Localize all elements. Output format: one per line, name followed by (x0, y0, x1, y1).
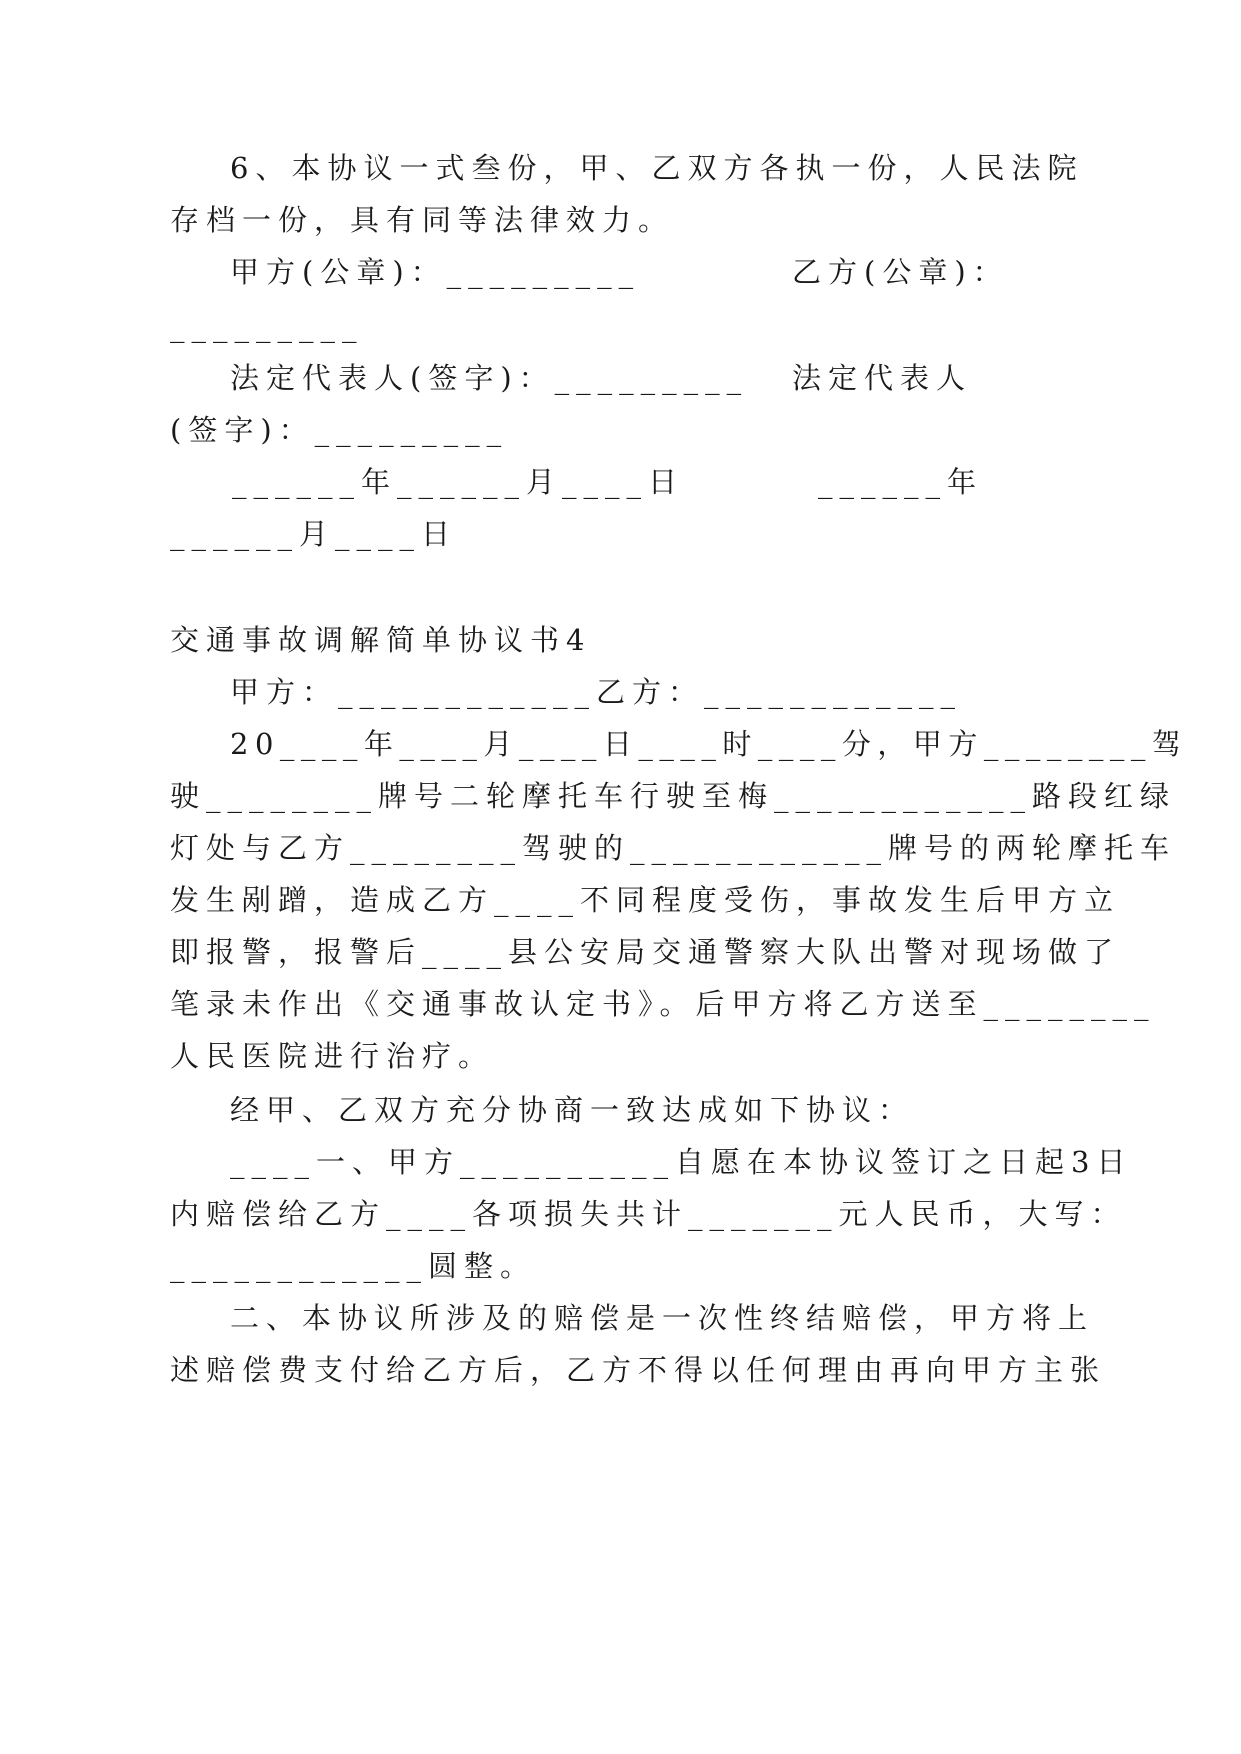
party-b-date-part-2: ______月____日 (170, 517, 458, 551)
party-b-seal: 乙方(公章)： (792, 255, 1009, 289)
item-2-line-2: 述赔偿费支付给乙方后，乙方不得以任何理由再向甲方主张 (170, 1353, 1107, 1387)
item-2-line-1: 二、本协议所涉及的赔偿是一次性终结赔偿，甲方将上 (230, 1301, 1095, 1335)
item-1-line-1: ____一、甲方__________自愿在本协议签订之日起3日 (230, 1145, 1133, 1179)
party-b-representative-part-1: 法定代表人 (792, 361, 973, 395)
agreement-intro: 经甲、乙双方充分协商一致达成如下协议： (230, 1093, 915, 1127)
item-1-line-3: ____________圆整。 (170, 1249, 537, 1283)
facts-line-5: 即报警，报警后____县公安局交通警察大队出警对现场做了 (170, 935, 1121, 969)
facts-line-1: 20____年____月____日____时____分，甲方________驾 (230, 727, 1188, 761)
party-a-date: ______年______月____日 (232, 465, 685, 499)
party-b-representative-part-2: (签字)：_________ (170, 413, 509, 447)
clause-6-line-2: 存档一份，具有同等法律效力。 (170, 203, 675, 237)
section-title: 交通事故调解简单协议书4 (170, 623, 592, 657)
facts-line-4: 发生剐蹭，造成乙方____不同程度受伤，事故发生后甲方立 (170, 883, 1121, 917)
facts-line-3: 灯处与乙方________驾驶的____________牌号的两轮摩托车 (170, 831, 1177, 865)
facts-line-7: 人民医院进行治疗。 (170, 1039, 495, 1073)
party-b-date-part-1: ______年 (818, 465, 984, 499)
facts-line-2: 驶________牌号二轮摩托车行驶至梅____________路段红绿 (170, 779, 1177, 813)
party-b-seal-blank: _________ (170, 309, 364, 343)
facts-line-6: 笔录未作出《交通事故认定书》。后甲方将乙方送至________ (170, 987, 1156, 1021)
parties-line: 甲方：____________乙方：____________ (230, 675, 963, 709)
party-a-representative: 法定代表人(签字)：_________ (230, 361, 749, 395)
clause-6-line-1: 6、本协议一式叁份，甲、乙双方各执一份，人民法院 (230, 151, 1084, 185)
party-a-seal: 甲方(公章)：_________ (230, 255, 641, 289)
item-1-line-2: 内赔偿给乙方____各项损失共计_______元人民币，大写： (170, 1197, 1127, 1231)
